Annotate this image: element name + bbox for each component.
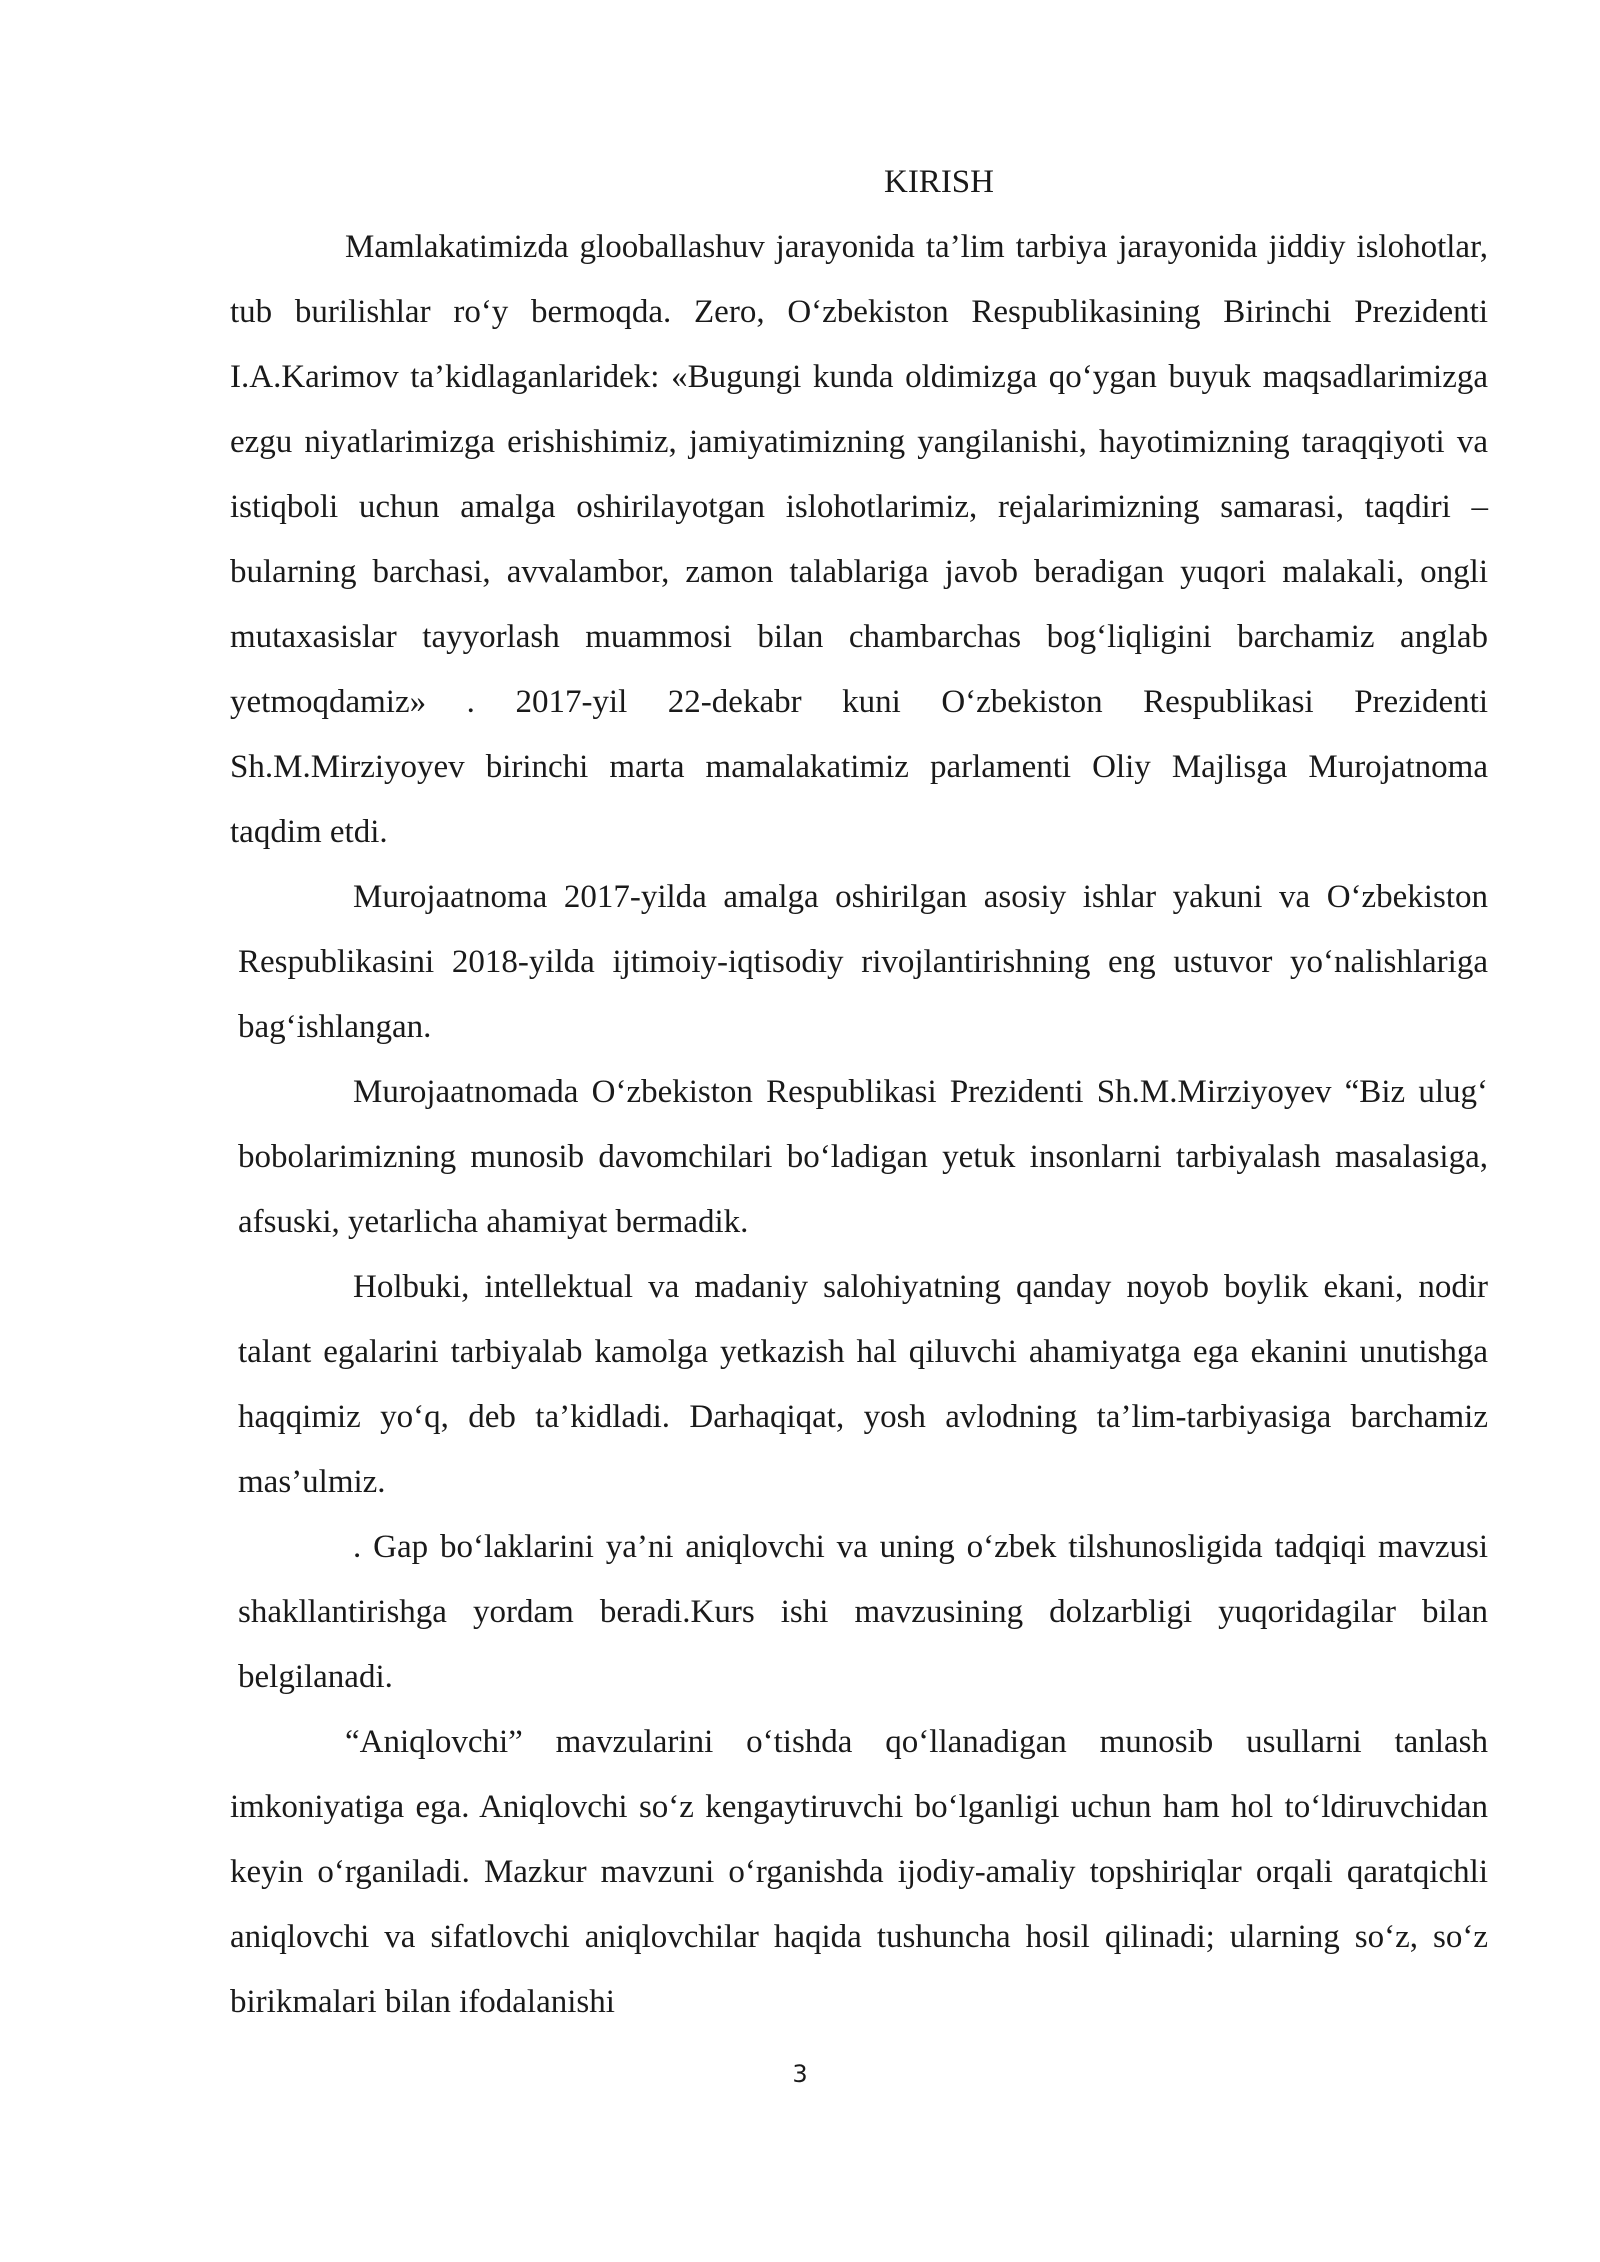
paragraph-aniqlovchi: “Aniqlovchi” mavzularini o‘tishda qo‘llanadigan munosib usullarni tanlash imkoniyatiga ega. Aniqlovchi so‘z kengaytiruvchi bo‘lganligi uchun ham hol to‘ldiruvchidan keyin o‘rganiladi. Mazkur mavzuni o‘rganishda ijodiy-amaliy topshiriqlar orqali qaratqichli aniqlovchi va sifatlovchi aniqlovchilar haqida tushuncha hosil qilinadi; ularning so‘z, so‘z birikmalari bilan ifodalanishi: [230, 1724, 1488, 2020]
paragraph-murojaatnoma: Murojaatnoma 2017-yilda amalga oshirilgan asosiy ishlar yakuni va O‘zbekiston Respublikasini 2018-yilda ijtimoiy-iqtisodiy rivojlantirishning eng ustuvor yo‘nalishlariga bag‘ishlangan.: [238, 879, 1488, 1045]
paragraph-dolzarblik: . Gap bo‘laklarini ya’ni aniqlovchi va uning o‘zbek tilshunosligida tadqiqi mavzusi shakllantirishga yordam beradi.Kurs ishi mavzusining dolzarbligi yuqoridagilar bilan belgilanadi.: [238, 1529, 1488, 1695]
paragraph-intro: Mamlakatimizda glooballashuv jarayonida ta’lim tarbiya jarayonida jiddiy islohotlar, tub burilishlar ro‘y bermoqda. Zero, O‘zbekiston Respublikasining Birinchi Prezidenti I.A.Karimov ta’kidlaganlaridek: «Bugungi kunda oldimizga qo‘ygan buyuk maqsadlarimizga ezgu niyatlarimizga erishishimiz, jamiyatimizning yangilanishi, hayotimizning taraqqiyoti va istiqboli uchun amalga oshirilayotgan islohotlarimiz, rejalarimizning samarasi, taqdiri – bularning barchasi, avvalambor, zamon talablariga javob beradigan yuqori malakali, ongli mutaxasislar tayyorlash muammosi bilan chambarchas bog‘liqligini barchamiz anglab yetmoqdamiz» . 2017-yil 22-dekabr kuni O‘zbekiston Respublikasi Prezidenti Sh.M.Mirziyoyev birinchi marta mamalakatimiz parlamenti Oliy Majlisga Murojatnoma taqdim etdi.: [230, 229, 1488, 850]
paragraph-tarbiya: Murojaatnomada O‘zbekiston Respublikasi Prezidenti Sh.M.Mirziyoyev “Biz ulug‘ bobolarimizning munosib davomchilari bo‘ladigan yetuk insonlarni tarbiyalash masalasiga, afsuski, yetarlicha ahamiyat bermadik.: [238, 1074, 1488, 1240]
section-heading: KIRISH: [883, 164, 994, 200]
paragraph-holbuki: Holbuki, intellektual va madaniy salohiyatning qanday noyob boylik ekani, nodir talant egalarini tarbiyalab kamolga yetkazish hal qiluvchi ahamiyatga ega ekanini unutishga haqqimiz yo‘q, deb ta’kidladi. Darhaqiqat, yosh avlodning ta’lim-tarbiyasiga barchamiz mas’ulmiz.: [238, 1269, 1488, 1500]
page-body: [230, 150, 1488, 2035]
page-number: 3: [792, 2060, 808, 2088]
